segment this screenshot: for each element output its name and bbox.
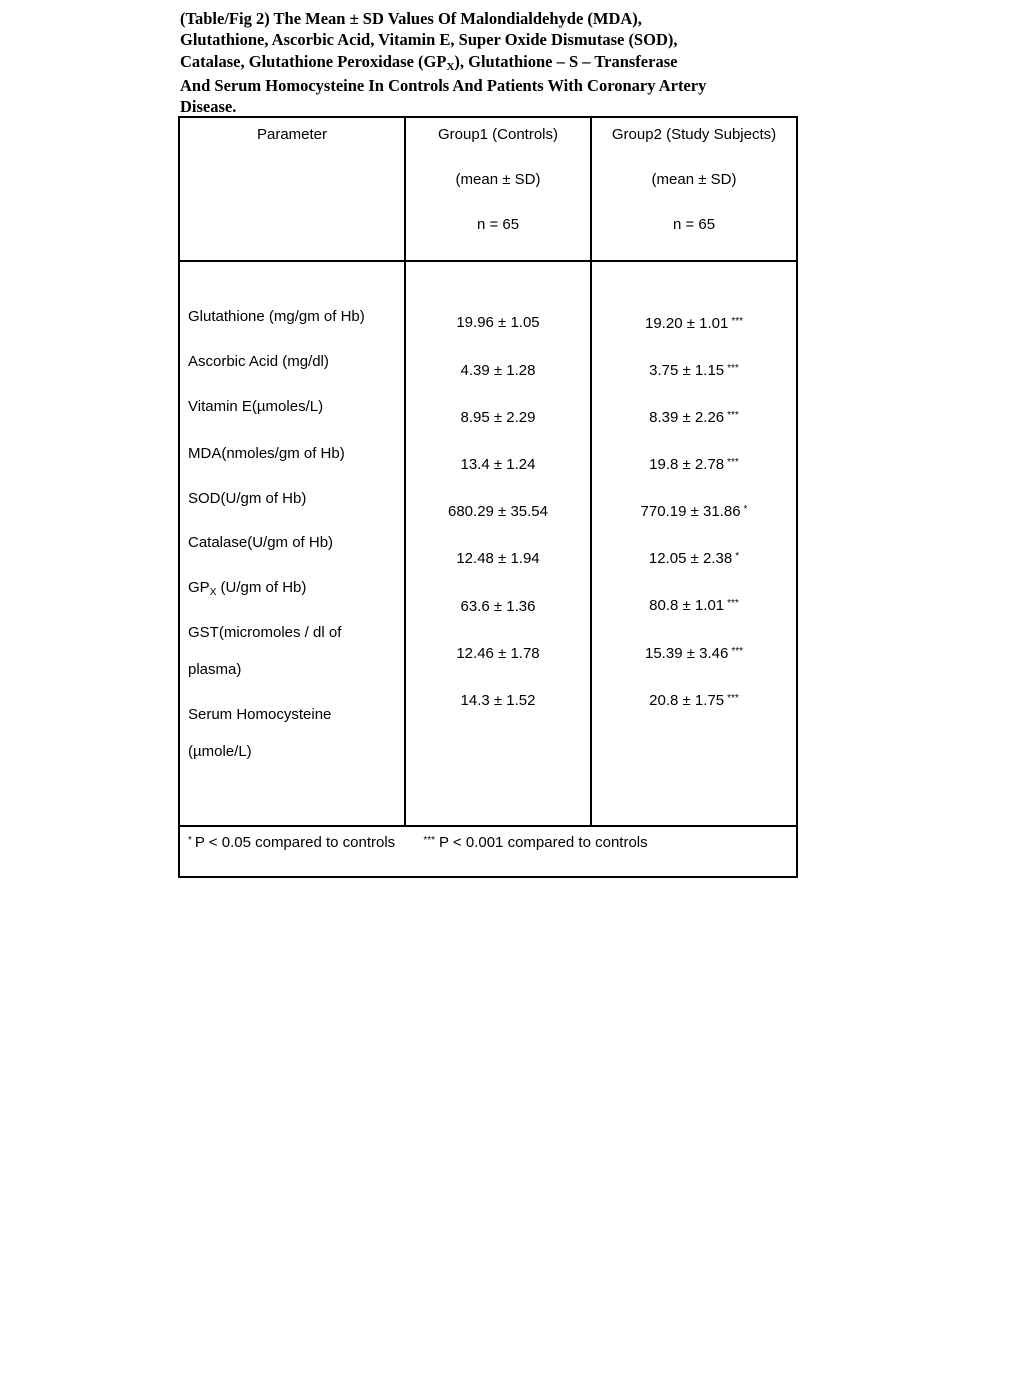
- row-parameter-cont: (µmole/L): [188, 743, 252, 760]
- caption-text: Catalase, Glutathione Peroxidase (GP: [180, 51, 447, 71]
- row-parameter: Ascorbic Acid (mg/dl): [188, 353, 329, 370]
- header-group1-title: Group1 (Controls): [437, 126, 559, 143]
- group1-value: 8.95 ± 2.29: [460, 409, 536, 426]
- group2-value: 20.8 ± 1.75: [649, 692, 725, 709]
- header-group2-title: Group2 (Study Subjects): [611, 126, 777, 143]
- group2-cell: [592, 409, 796, 429]
- caption-line: Glutathione, Ascorbic Acid, Vitamin E, Super Oxide Dismutase (SOD),: [180, 30, 678, 50]
- group2-cell: [592, 597, 796, 617]
- row-parameter: [188, 579, 306, 599]
- data-table: [178, 116, 798, 878]
- significance-mark: ***: [727, 363, 739, 374]
- header-divider: [180, 260, 796, 262]
- caption-line: Disease.: [180, 97, 237, 117]
- row-parameter: Catalase(U/gm of Hb): [188, 534, 334, 551]
- header-group2-n: n = 65: [672, 216, 716, 233]
- footnote-mark: ***: [423, 835, 436, 846]
- group2-value: 8.39 ± 2.26: [649, 409, 725, 426]
- caption-line: [180, 51, 800, 75]
- significance-mark: ***: [731, 316, 743, 327]
- group2-cell: [592, 692, 796, 712]
- header-group1-n: n = 65: [476, 216, 520, 233]
- group2-cell: [592, 456, 796, 476]
- group2-value: 80.8 ± 1.01: [649, 597, 725, 614]
- group2-value: 3.75 ± 1.15: [649, 362, 725, 379]
- footnote-text: P < 0.001 compared to controls: [439, 834, 648, 851]
- table-caption: [180, 8, 800, 117]
- caption-line: And Serum Homocysteine In Controls And Patients With Coronary Artery: [180, 75, 707, 95]
- footnote: [188, 834, 648, 854]
- row-parameter: Serum Homocysteine: [188, 706, 332, 723]
- group2-cell: [592, 503, 796, 523]
- row-parameter: MDA(nmoles/gm of Hb): [188, 445, 345, 462]
- group1-value: 12.46 ± 1.78: [456, 645, 540, 662]
- header-group1-stat: (mean ± SD): [455, 171, 541, 188]
- significance-mark: ***: [727, 693, 739, 704]
- significance-mark: ***: [727, 410, 739, 421]
- group1-value: 680.29 ± 35.54: [448, 503, 548, 520]
- header-parameter: Parameter: [256, 126, 328, 143]
- significance-mark: *: [735, 551, 740, 562]
- group1-value: 19.96 ± 1.05: [456, 314, 540, 331]
- row-parameter-cont: plasma): [188, 661, 242, 678]
- footnote-text: P < 0.05 compared to controls: [194, 834, 396, 851]
- row-parameter: GST(micromoles / dl of: [188, 624, 342, 641]
- group2-cell: [592, 645, 796, 665]
- caption-subscript: X: [446, 60, 455, 73]
- parameter-text: GP: [188, 579, 210, 596]
- significance-mark: *: [743, 504, 748, 515]
- significance-mark: ***: [727, 457, 739, 468]
- group1-value: 14.3 ± 1.52: [460, 692, 536, 709]
- group2-cell: [592, 362, 796, 382]
- group1-value: 12.48 ± 1.94: [456, 550, 540, 567]
- header-group2-stat: (mean ± SD): [651, 171, 737, 188]
- footer-divider: [180, 825, 796, 827]
- significance-mark: ***: [727, 598, 739, 609]
- significance-mark: ***: [731, 646, 743, 657]
- row-parameter: Vitamin E(µmoles/L): [188, 398, 324, 415]
- parameter-subscript: X: [209, 587, 217, 598]
- group2-value: 19.20 ± 1.01: [645, 315, 729, 332]
- group2-value: 770.19 ± 31.86: [640, 503, 741, 520]
- group1-value: 13.4 ± 1.24: [460, 456, 536, 473]
- row-parameter: SOD(U/gm of Hb): [188, 490, 307, 507]
- footnote-mark: *: [188, 835, 192, 846]
- group1-value: 63.6 ± 1.36: [460, 598, 536, 615]
- group2-cell: [592, 315, 796, 335]
- row-parameter: Glutathione (mg/gm of Hb): [188, 308, 365, 325]
- group2-value: 15.39 ± 3.46: [645, 645, 729, 662]
- group1-value: 4.39 ± 1.28: [460, 362, 536, 379]
- group2-cell: [592, 550, 796, 570]
- caption-line: (Table/Fig 2) The Mean ± SD Values Of Malondialdehyde (MDA),: [180, 9, 642, 28]
- group2-value: 12.05 ± 2.38: [648, 550, 733, 567]
- caption-text: ), Glutathione – S – Transferase: [454, 51, 678, 71]
- parameter-text: (U/gm of Hb): [216, 579, 307, 596]
- group2-value: 19.8 ± 2.78: [649, 456, 725, 473]
